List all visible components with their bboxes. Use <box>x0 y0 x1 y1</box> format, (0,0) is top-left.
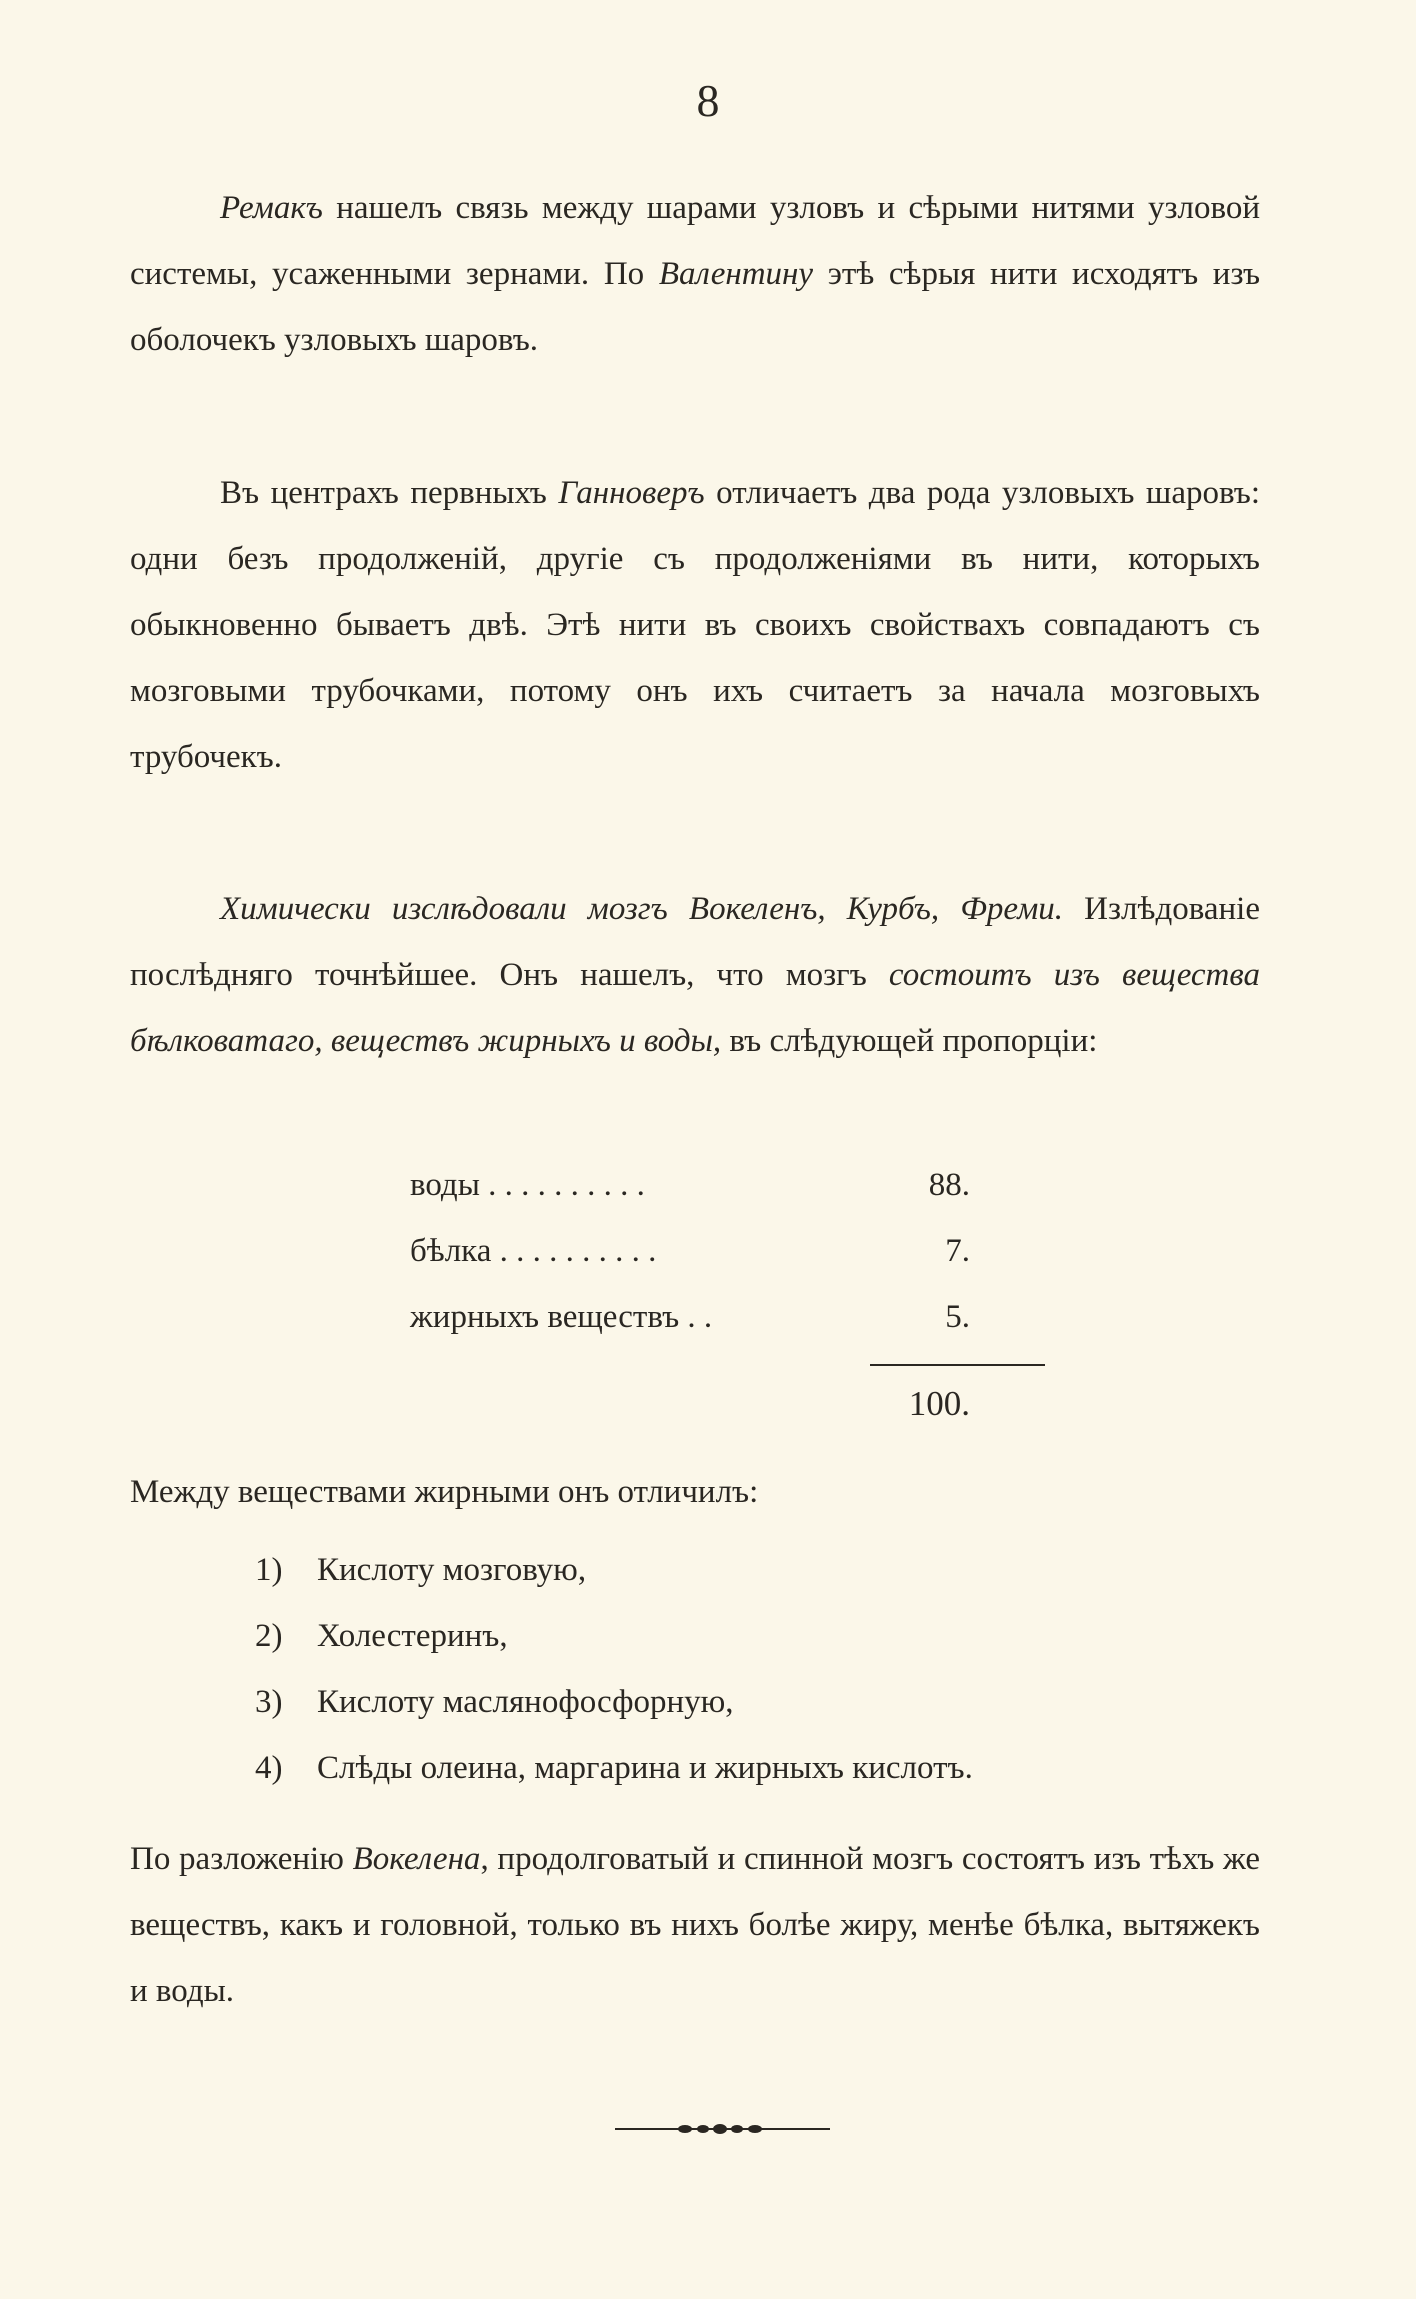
list-text: Слѣды олеина, маргарина и жирныхъ кислотъ. <box>317 1750 973 1786</box>
author-valentin: Валентину <box>658 256 814 292</box>
author-vauquelin: Вокелена <box>352 1841 481 1877</box>
author-hannover: Ганноверъ <box>558 475 705 511</box>
row-label: жирныхъ веществъ . . <box>410 1299 713 1335</box>
paragraph-remak <box>130 175 1260 373</box>
row-value: 5. <box>945 1299 970 1335</box>
paragraph-hannover <box>130 460 1260 790</box>
ornament-divider-icon <box>615 2123 830 2135</box>
paragraph-text: Въ центрахъ первныхъ <box>220 475 559 511</box>
paragraph-text: , продолговатый и спинной мозгъ состоятъ изъ тѣхъ же веществъ, какъ и головной, только въ нихъ болѣе жиру, менѣе бѣлка, вытяжекъ и воды. <box>130 1841 1261 2009</box>
list-item <box>255 1669 1275 1735</box>
sum-rule <box>870 1364 1045 1366</box>
paragraph-text: Излѣдованіе послѣдняго точнѣйшее. Онъ нашелъ, что мозгъ <box>130 891 1260 993</box>
list-number: 2) <box>255 1618 283 1654</box>
substances-list <box>255 1537 1275 1801</box>
table-row <box>410 1218 970 1284</box>
paragraph-text: нашелъ связь между шарами узловъ и сѣрыми нитями узловой системы, усаженными зернами. По <box>130 190 1260 292</box>
chemists-names: Химически изслѣдовали мозгъ Вокеленъ, Курбъ, Фреми. <box>220 891 1064 927</box>
paragraph-text: въ слѣдующей пропорціи: <box>721 1023 1098 1059</box>
table-row <box>410 1284 970 1350</box>
list-text: Кислоту маслянофосфорную, <box>317 1684 734 1720</box>
paragraph-fats-intro <box>130 1459 1260 1525</box>
paragraph-text: отличаетъ два рода узловыхъ шаровъ: одни безъ продолженій, другіе съ продолженіями въ нити, которыхъ обыкновенно бываетъ двѣ. Этѣ нити въ своихъ свойствахъ совпадаютъ съ мозговыми трубочками, потому онъ ихъ считаетъ за начала мозговыхъ трубочекъ. <box>130 475 1260 775</box>
list-item <box>255 1735 1275 1801</box>
list-text: Кислоту мозговую, <box>317 1552 587 1588</box>
composition-table <box>410 1152 970 1350</box>
table-row <box>410 1152 970 1218</box>
paragraph-text: Между веществами жирными онъ отличилъ: <box>130 1474 759 1510</box>
author-remak: Ремакъ <box>220 190 323 226</box>
list-item <box>255 1603 1275 1669</box>
paragraph-text: этѣ сѣрыя нити исходятъ изъ оболочекъ узловыхъ шаровъ. <box>130 256 1261 358</box>
row-value: 7. <box>945 1233 970 1269</box>
list-number: 3) <box>255 1684 283 1720</box>
page-number: 8 <box>696 75 720 126</box>
list-number: 4) <box>255 1750 283 1786</box>
paragraph-chemistry <box>130 876 1260 1074</box>
row-value: 88. <box>928 1167 970 1203</box>
list-text: Холестеринъ, <box>317 1618 508 1654</box>
row-label: бѣлка . . . . . . . . . . <box>410 1233 657 1269</box>
composition-total: 100. <box>908 1384 970 1423</box>
paragraph-vauquelin <box>130 1826 1260 2024</box>
row-label: воды . . . . . . . . . . <box>410 1167 645 1203</box>
list-number: 1) <box>255 1552 283 1588</box>
composition-phrase: состоитъ изъ вещества бѣлковатаго, веществъ жирныхъ и воды, <box>130 957 1260 1059</box>
paragraph-text: По разложенію <box>130 1841 353 1877</box>
list-item <box>255 1537 1275 1603</box>
